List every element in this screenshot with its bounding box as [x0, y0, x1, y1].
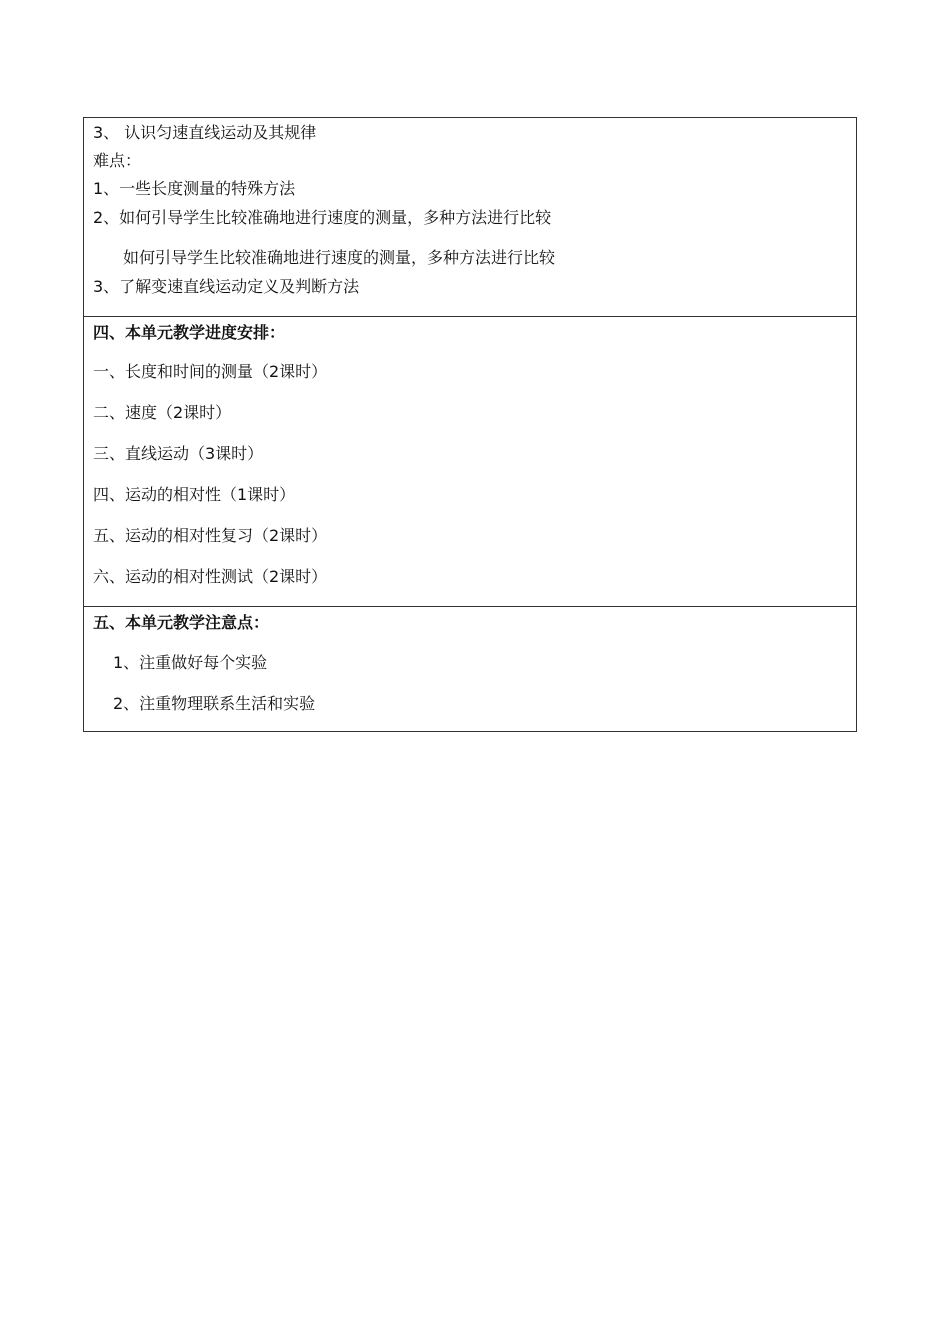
difficulty-line: 2、如何引导学生比较准确地进行速度的测量，多种方法进行比较	[93, 208, 552, 227]
lesson-plan-table	[83, 117, 857, 732]
difficulty-line: 3、了解变速直线运动定义及判断方法	[93, 277, 360, 296]
notes-item: 1、注重做好每个实验	[113, 653, 268, 672]
notes-heading: 五、本单元教学注意点：	[93, 613, 270, 632]
objective-line: 3、 认识匀速直线运动及其规律	[93, 123, 317, 142]
difficulty-line: 1、一些长度测量的特殊方法	[93, 179, 296, 198]
schedule-item: 四、运动的相对性（1课时）	[93, 485, 296, 504]
notes-item: 2、注重物理联系生活和实验	[113, 694, 316, 713]
schedule-heading: 四、本单元教学进度安排：	[93, 323, 286, 342]
schedule-item: 五、运动的相对性复习（2课时）	[93, 526, 328, 545]
schedule-item: 三、直线运动（3课时）	[93, 444, 264, 463]
difficulties-label: 难点：	[93, 151, 142, 170]
schedule-section	[84, 316, 856, 606]
difficulty-line: 如何引导学生比较准确地进行速度的测量，多种方法进行比较	[123, 248, 556, 267]
schedule-item: 一、长度和时间的测量（2课时）	[93, 362, 328, 381]
objectives-section	[84, 118, 856, 316]
notes-section	[84, 606, 856, 731]
schedule-item: 六、运动的相对性测试（2课时）	[93, 567, 328, 586]
schedule-item: 二、速度（2课时）	[93, 403, 232, 422]
